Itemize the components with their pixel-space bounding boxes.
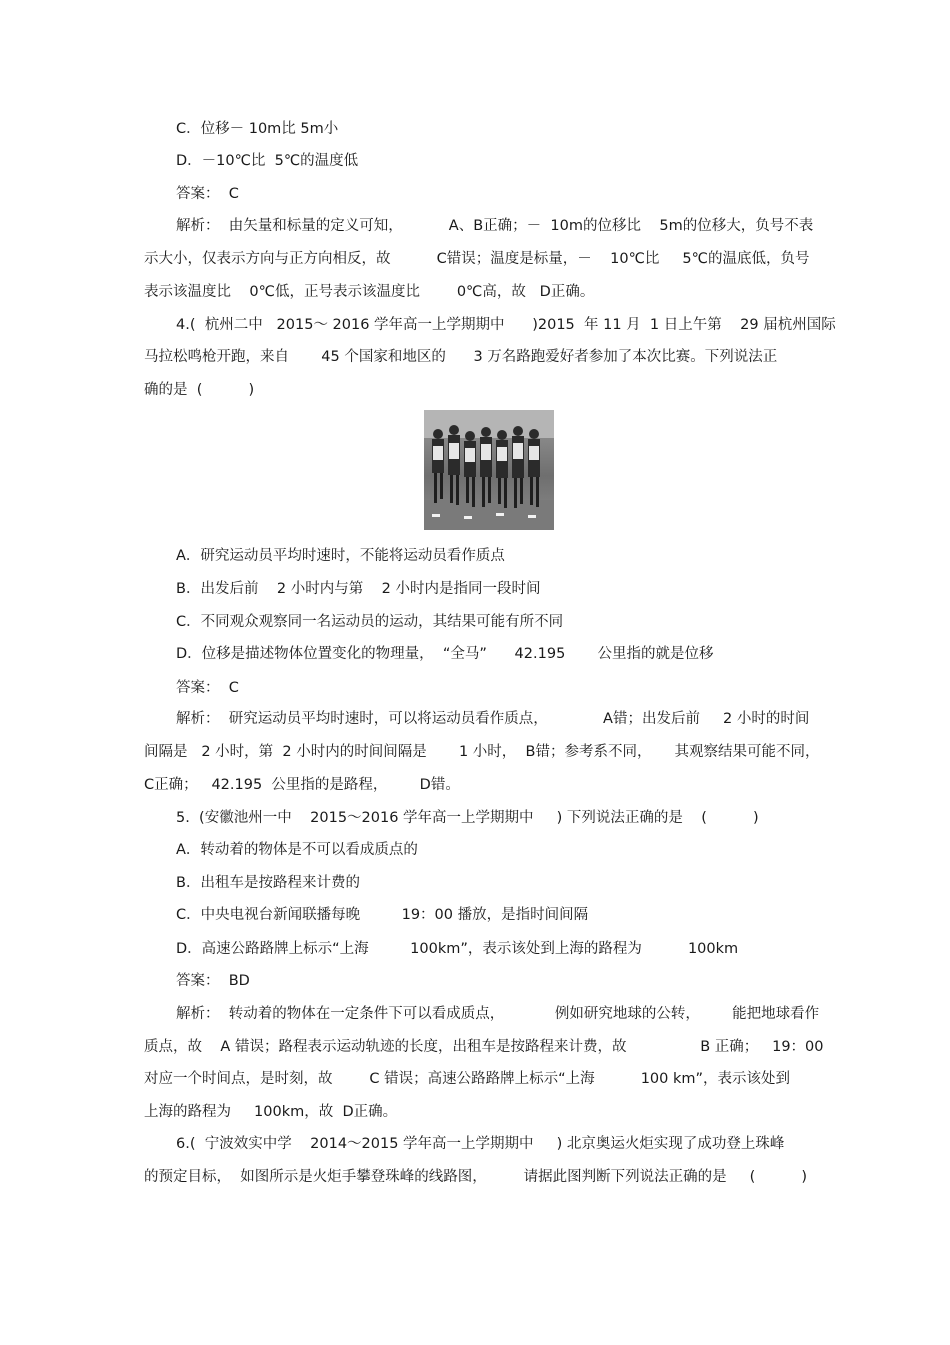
option-c-q4: C．不同观众观察同一名运动员的运动，其结果可能有所不同	[176, 614, 564, 630]
option-d-q5: D．高速公路路牌上标示“上海 100km”，表示该处到上海的路程为 100km	[176, 941, 739, 957]
explanation-q5-line4: 上海的路程为 100km，故 D正确。	[144, 1104, 398, 1120]
explanation-q5-line2: 质点，故 A 错误；路程表示运动轨迹的长度，出租车是按路程来计费，故 B 正确； 19：00	[144, 1039, 824, 1055]
explanation-q4-line2: 间隔是 2 小时，第 2 小时内的时间间隔是 1 小时， B错；参考系不同， 其观察结果可能不同，	[144, 744, 820, 760]
answer-q5: 答案： BD	[176, 973, 250, 989]
explanation-q4-line1: 解析： 研究运动员平均时速时，可以将运动员看作质点， A错；出发后前 2 小时的时间	[176, 711, 810, 727]
option-c-q5: C．中央电视台新闻联播每晚 19：00 播放，是指时间间隔	[176, 907, 589, 923]
explanation-q5-line1: 解析： 转动着的物体在一定条件下可以看成质点， 例如研究地球的公转， 能把地球看作	[176, 1006, 820, 1022]
option-c-q3: C．位移－ 10m比 5m小	[176, 121, 339, 137]
question-5: 5. (安徽池州一中 2015～2016 学年高一上学期期中 ) 下列说法正确的是 ( )	[176, 810, 759, 826]
explanation-q3-line2: 示大小，仅表示方向与正方向相反，故 C错误；温度是标量，－ 10℃比 5℃的温底低，负号	[144, 251, 810, 267]
question-4-line2: 马拉松鸣枪开跑，来自 45 个国家和地区的 3 万名路跑爱好者参加了本次比赛。下列说法正	[144, 349, 778, 365]
question-6-line2: 的预定目标， 如图所示是火炬手攀登珠峰的线路图， 请据此图判断下列说法正确的是 ( )	[144, 1169, 808, 1185]
question-6-line1: 6.( 宁波效实中学 2014～2015 学年高一上学期期中 ) 北京奥运火炬实现了成功登上珠峰	[176, 1136, 785, 1152]
option-a-q5: A．转动着的物体是不可以看成质点的	[176, 842, 418, 858]
option-b-q4: B．出发后前 2 小时内与第 2 小时内是指同一段时间	[176, 581, 541, 597]
option-b-q5: B．出租车是按路程来计费的	[176, 875, 360, 891]
question-4-line1: 4.( 杭州二中 2015～ 2016 学年高一上学期期中 )2015 年 11 月 1 日上午第 29 届杭州国际	[176, 317, 836, 333]
option-d-q4: D．位移是描述物体位置变化的物理量， “全马” 42.195 公里指的就是位移	[176, 646, 714, 662]
explanation-q4-line3: C正确； 42.195 公里指的是路程， D错。	[144, 777, 460, 793]
explanation-q3-line3: 表示该温度比 0℃低，正号表示该温度比 0℃高，故 D正确。	[144, 284, 595, 300]
explanation-q5-line3: 对应一个时间点，是时刻，故 C 错误；高速公路路牌上标示“上海 100 km”，表示该处到	[144, 1071, 791, 1087]
explanation-q3-line1: 解析： 由矢量和标量的定义可知， A、B正确；－ 10m的位移比 5m的位移大，负号不表	[176, 218, 814, 234]
option-d-q3: D．－10℃比 5℃的温度低	[176, 153, 359, 169]
question-4-line3: 确的是 ( )	[144, 382, 255, 398]
answer-q3: 答案： C	[176, 186, 239, 202]
marathon-runners-photo	[424, 410, 554, 530]
answer-q4: 答案： C	[176, 680, 239, 696]
option-a-q4: A．研究运动员平均时速时，不能将运动员看作质点	[176, 548, 505, 564]
